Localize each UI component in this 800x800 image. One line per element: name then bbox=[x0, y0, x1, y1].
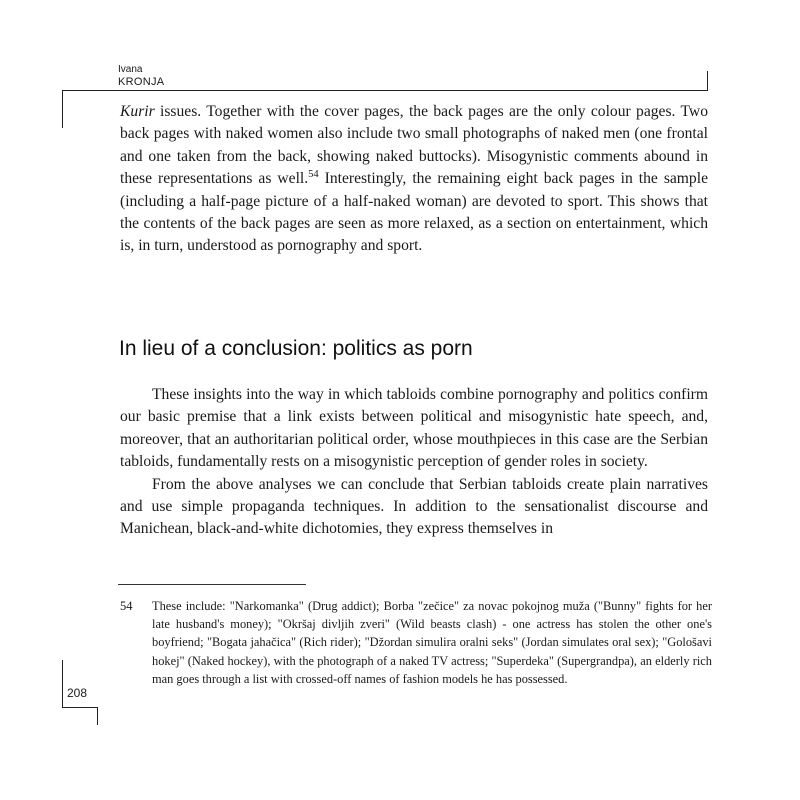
section-heading: In lieu of a conclusion: politics as porn bbox=[119, 337, 473, 360]
footer-rule bbox=[62, 707, 98, 708]
footnote-reference[interactable]: 54 bbox=[308, 169, 319, 181]
publication-name: Kurir bbox=[120, 103, 155, 120]
footnote-text: These include: "Narkomanka" (Drug addict); Borba "zečice" za novac pokojnog muža ("Bunny" fights for her late husband's money); "Okršaj divljih zveri" (Wild beasts clash) - one actress has stolen the other one's boyfriend; "Bogata jahačica" (Rich rider); "Džordan simulira oralni seks" (Jordan simulates oral sex); "Gološavi hokej" (Naked hockey), with the photograph of a naked TV actress; "Superdeka" (Supergrandpa), an elderly rich man goes through a list with crossed-off names of fashion models he has possessed. bbox=[152, 599, 712, 686]
intro-paragraph bbox=[120, 101, 708, 258]
page-number: 208 bbox=[67, 686, 88, 700]
intro-text-before-note: issues. Together with the cover pages, the back pages are the only colour pages. Two back pages with naked women also include two small photographs of naked men (one frontal and one taken from the back, showing naked buttocks). Misogynistic comments abound in these representations as well. bbox=[120, 103, 708, 188]
header-rule-left-tick bbox=[62, 90, 63, 128]
intro-text-after-note: Interestingly, the remaining eight back pages in the sample (including a half-page picture of a half-naked woman) are devoted to sport. This shows that the contents of the back pages are seen as more relaxed, as a section on entertainment, which is, in turn, understood as pornography and sport. bbox=[120, 170, 708, 255]
footer-rule-left bbox=[62, 660, 63, 708]
footnote-divider bbox=[118, 584, 306, 585]
footer-rule-tick bbox=[97, 707, 98, 725]
body-paragraph: From the above analyses we can conclude that Serbian tabloids create plain narratives and use simple propaganda techniques. In addition to the sensationalist discourse and Manichean, black-and-white dichotomies, they express themselves in bbox=[120, 475, 708, 538]
running-header bbox=[118, 64, 164, 88]
header-rule-right-tick bbox=[707, 71, 708, 91]
author-last-name: KRONJA bbox=[118, 76, 165, 88]
body-paragraph: These insights into the way in which tabloids combine pornography and politics confirm our basic premise that a link exists between political and misogynistic hate speech, and, moreover, that an authoritarian political order, whose mouthpieces in this case are the Serbian tabloids, fundamentally rests on a misogynistic perception of gender roles in society. bbox=[120, 386, 708, 471]
header-rule bbox=[62, 90, 708, 91]
footnote-number: 54 bbox=[120, 599, 133, 613]
section-body bbox=[120, 384, 708, 541]
author-first-name: Ivana bbox=[118, 64, 143, 75]
footnote bbox=[120, 597, 712, 688]
